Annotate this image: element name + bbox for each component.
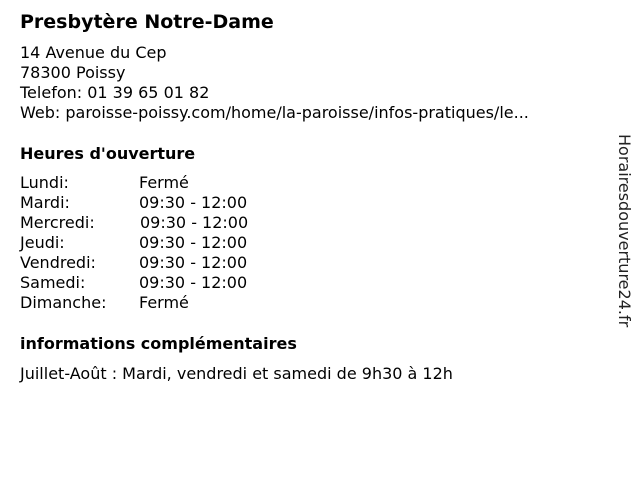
additional-info-text: Juillet-Août : Mardi, vendredi et samedi de 9h30 à 12h	[20, 364, 453, 383]
address-phone: Telefon: 01 39 65 01 82	[20, 83, 210, 102]
hours-time: 09:30 - 12:00	[139, 233, 248, 252]
hours-time: Fermé	[139, 173, 189, 192]
opening-hours-heading: Heures d'ouverture	[20, 144, 196, 163]
hours-day: Samedi:	[20, 273, 86, 292]
hours-time: 09:30 - 12:00	[139, 273, 248, 292]
hours-day: Mardi:	[20, 193, 70, 212]
address-street: 14 Avenue du Cep	[20, 43, 167, 62]
hours-day: Jeudi:	[20, 233, 65, 252]
additional-info-heading: informations complémentaires	[20, 334, 297, 353]
hours-day: Vendredi:	[20, 253, 96, 272]
hours-time: 09:30 - 12:00	[140, 213, 249, 232]
page-title: Presbytère Notre-Dame	[20, 11, 274, 33]
site-watermark: Horairesdouverture24.fr	[615, 134, 634, 328]
hours-day: Dimanche:	[20, 293, 107, 312]
hours-time: 09:30 - 12:00	[139, 253, 248, 272]
address-city: 78300 Poissy	[20, 63, 126, 82]
hours-day: Lundi:	[20, 173, 69, 192]
hours-time: 09:30 - 12:00	[139, 193, 248, 212]
hours-time: Fermé	[139, 293, 189, 312]
hours-day: Mercredi:	[20, 213, 95, 232]
address-block	[20, 43, 529, 123]
address-web: Web: paroisse-poissy.com/home/la-paroisse/infos-pratiques/le...	[20, 103, 529, 122]
